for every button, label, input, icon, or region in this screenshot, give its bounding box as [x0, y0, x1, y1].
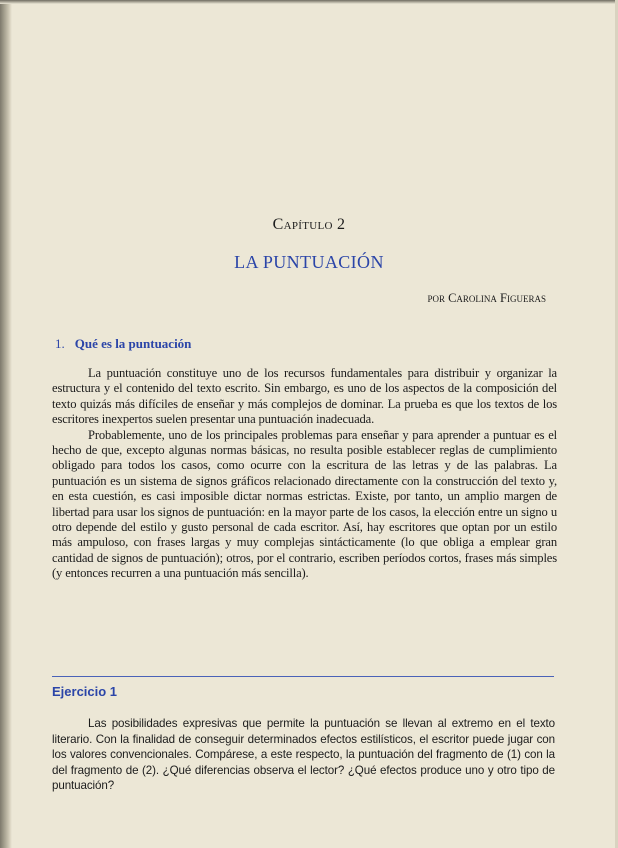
page-top-edge	[0, 0, 618, 4]
section-heading	[55, 336, 191, 352]
page-gutter-shadow	[0, 0, 12, 848]
exercise-text	[52, 716, 555, 794]
paragraph: La puntuación constituye uno de los recursos fundamentales para distribuir y organizar la estructura y el contenido del texto escrito. Sin embargo, es uno de los aspectos de la composición del texto quizás más difíciles de enseñar y más complejos de dominar. La prueba es que los textos de los escritores inexpertos suelen presentar una puntuación inadecuada.	[52, 366, 557, 427]
section-title: Qué es la puntuación	[74, 336, 192, 351]
body-text	[52, 366, 557, 582]
paragraph: Probablemente, uno de los principales problemas para enseñar y para aprender a puntuar es el hecho de que, excepto algunas normas básicas, no resulta posible establecer reglas de cumplimiento obligado para todos los casos, como ocurre con la escritura de las letras y de las palabras. La puntuación es un sistema de signos gráficos relacionado directamente con la construcción del texto y, en esta cuestión, es casi imposible dictar normas estrictas. Existe, por tanto, un amplio margen de libertad para usar los signos de puntuación: en la mayor parte de los casos, la elección entre un signo u otro depende del estilo y gusto personal de cada escritor. Así, hay escritores que optan por un estilo más ampuloso, con frases largas y muy complejas sintácticamente (lo que obliga a emplear gran cantidad de signos de puntuación); otros, por el contrario, escriben períodos cortos, frases más simples (y entonces recurren a una puntuación más sencilla).	[52, 427, 557, 581]
chapter-author: por Carolina Figueras	[427, 291, 546, 305]
exercise-title: Ejercicio 1	[52, 684, 118, 699]
exercise-divider	[52, 676, 554, 677]
chapter-label: Capítulo 2	[272, 216, 346, 233]
exercise-paragraph: Las posibilidades expresivas que permite la puntuación se llevan al extremo en el texto literario. Con la finalidad de conseguir determinados efectos estilísticos, el escritor puede jugar con los valores convencionales. Compárese, a este respecto, la puntuación del fragmento de (1) con la del fragmento de (2). ¿Qué diferencias observa el lector? ¿Qué efectos produce uno y otro tipo de puntuación?	[52, 717, 555, 793]
chapter-title: LA PUNTUACIÓN	[234, 252, 384, 272]
section-number: 1.	[55, 336, 65, 351]
